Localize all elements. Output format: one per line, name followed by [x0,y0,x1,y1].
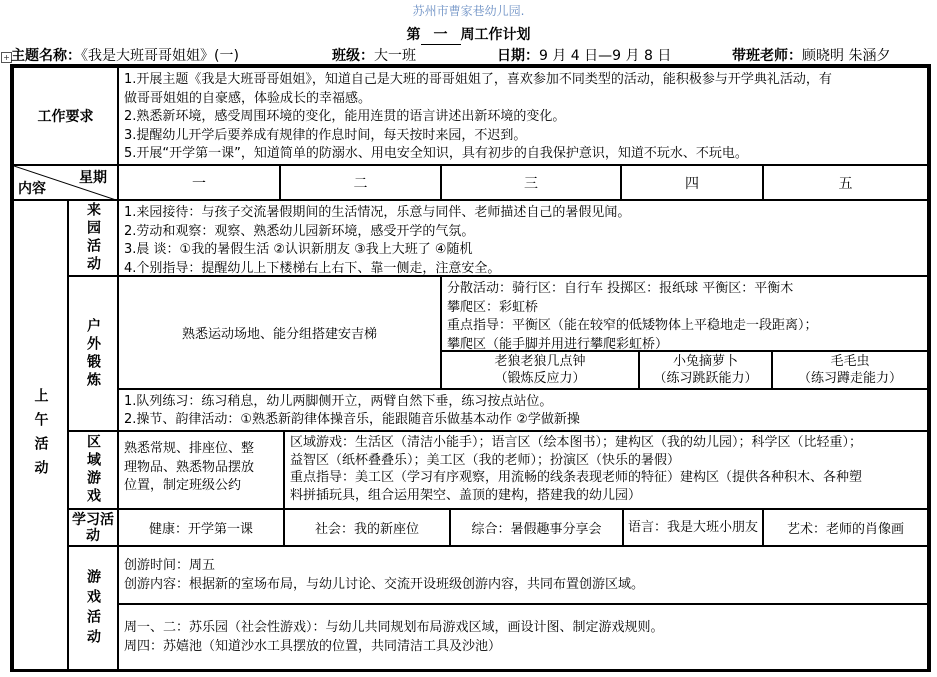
study-integrated[interactable]: 综合：暑假趣事分享会 [450,509,623,546]
outdoor-game-2[interactable] [639,351,772,389]
arrival-content[interactable] [118,200,928,276]
title-suffix: 周工作计划 [460,27,531,43]
area-label [68,431,118,509]
morning-activities-label [13,200,68,672]
theme-label: 主题名称： [11,48,81,64]
game-name: 小兔摘萝卜 [672,354,738,369]
content-label: 内容 [18,181,46,197]
work-line: 2.熟悉新环境，感受周围环境的变化，能用连贯的语言讲述出新环境的变化。 [124,109,566,124]
arrival-line: 4.个别指导：提醒幼儿上下楼梯右上右下、靠一侧走，注意安全。 [124,260,501,276]
outdoor-line: 攀爬区：彩虹桥 [447,299,539,315]
work-line: 3.提醒幼儿开学后要养成有规律的作息时间，每天按时来园，不迟到。 [124,127,527,143]
work-line: 做哥哥姐姐的自豪感，体验成长的幸福感。 [124,90,372,106]
outdoor-game-3[interactable] [772,351,928,389]
diagonal-header-cell [13,165,118,200]
area-right-line: 重点指导：美工区（学习有序观察，用流畅的线条表现老师的特征）建构区（提供各种积木、各种塑 [290,470,863,485]
work-requirements-label: 工作要求 [13,67,118,165]
games-lower-line: 周一、二：苏乐园（社会性游戏）：与幼儿共同规划布局游戏区域，画设计图、制定游戏规则。 [124,620,664,635]
game-goal: （锻炼反应力） [494,371,586,386]
page-title [0,24,937,45]
day-header-tue: 二 [280,165,441,200]
games-lower[interactable] [118,604,928,672]
study-language[interactable]: 语言：我是大班小朋友 [623,509,763,546]
table-move-handle-icon[interactable]: + [1,52,12,63]
area-right-line: 区域游戏：生活区（清洁小能手）；语言区（绘本图书）；建构区（我的幼儿园）；科学区（比轻重）； [290,435,863,450]
arrival-label [68,200,118,276]
outdoor-label-text: 户外锻炼 [85,317,101,390]
class-value[interactable]: 大一班 [374,48,416,64]
outdoor-label [68,276,118,431]
outdoor-line: 重点指导：平衡区（能在较窄的低矮物体上平稳地走一段距离）； [447,318,818,333]
area-right[interactable] [284,431,928,509]
study-label: 学习活动 [68,509,118,546]
area-left-line: 位置，制定班级公约 [124,478,242,493]
day-header-mon: 一 [118,165,280,200]
outdoor-right[interactable] [441,276,928,351]
outdoor-drills[interactable] [118,389,928,431]
arrival-line: 1.来园接待：与孩子交流暑假期间的生活情况，乐意与同伴、老师描述自己的暑假见闻。 [124,205,631,220]
outdoor-left[interactable]: 熟悉运动场地、能分组搭建安吉梯 [118,276,441,389]
outdoor-line: 分散活动：骑行区：自行车 投掷区：报纸球 平衡区：平衡木 [447,281,794,296]
area-left-line: 理物品、熟悉物品摆放 [124,459,255,475]
day-header-wed: 三 [441,165,621,200]
games-label-text: 游戏活动 [85,569,101,649]
week-number[interactable]: 一 [421,24,461,45]
day-header-fri: 五 [763,165,928,200]
date-label: 日期： [497,48,539,64]
area-left-line: 熟悉常规、排座位、整 [124,441,255,456]
outdoor-game-1[interactable] [441,351,639,389]
date-value[interactable]: 9 月 4 日—9 月 8 日 [539,48,672,64]
area-label-text: 区域游戏 [85,434,101,506]
area-left[interactable] [118,431,284,509]
area-right-line: 益智区（纸杯叠叠乐）；美工区（我的老师）；扮演区（快乐的暑假） [290,452,681,468]
games-lower-line: 周四：苏嬉池（知道沙水工具摆放的位置，共同清洁工具及沙池） [124,638,502,654]
class-label: 班级： [332,48,374,64]
info-bar [0,45,937,65]
area-right-line: 料拼插玩具，组合运用架空、盖顶的建构，搭建我的幼儿园） [290,487,642,503]
theme-value[interactable]: 《我是大班哥哥姐姐》(一) [81,48,239,64]
game-goal: （练习跳跃能力） [653,371,758,386]
games-upper[interactable] [118,546,928,604]
teacher-label: 带班老师： [732,48,802,64]
study-health[interactable]: 健康：开学第一课 [118,509,284,546]
weekly-plan-table [10,64,931,672]
school-name: 苏州市曹家巷幼儿园. [412,4,525,18]
games-upper-line: 创游时间：周五 [124,558,216,573]
work-line: 5.开展“开学第一课”，知道简单的防溺水、用电安全知识，具有初步的自我保护意识，知道不玩水、不玩电。 [124,146,748,161]
teacher-value[interactable]: 顾晓明 朱涵夕 [802,48,891,64]
work-requirements-content[interactable] [118,67,928,165]
weekday-label: 星期 [79,170,107,186]
game-goal: （练习蹲走能力） [797,371,902,386]
games-upper-line: 创游内容：根据新的室场布局，与幼儿讨论、交流开设班级创游内容，共同布置创游区域。 [124,576,645,592]
arrival-line: 3.晨 谈：①我的暑假生活 ②认识新朋友 ③我上大班了 ④随机 [124,242,473,257]
day-header-thu: 四 [621,165,763,200]
title-prefix: 第 [406,27,421,43]
game-name: 老狼老狼几点钟 [494,354,586,369]
morning-label-text: 上午活动 [32,388,49,484]
arrival-label-text: 来园活动 [85,202,101,274]
game-name: 毛毛虫 [830,354,870,369]
drill-line: 1.队列练习：练习稍息，幼儿两脚侧开立，两臂自然下垂，练习按点站位。 [124,394,553,409]
arrival-line: 2.劳动和观察：观察、熟悉幼儿园新环境，感受开学的气氛。 [124,223,475,239]
games-label [68,546,118,672]
drill-line: 2.操节、韵律活动：①熟悉新韵律体操音乐，能跟随音乐做基本动作 ②学做新操 [124,412,580,427]
outdoor-line: 攀爬区（能手脚并用进行攀爬彩虹桥） [447,336,669,351]
work-line: 1.开展主题《我是大班哥哥姐姐》，知道自己是大班的哥哥姐姐了，喜欢参加不同类型的活动，能积极参与开学典礼活动，有 [124,72,832,87]
study-art[interactable]: 艺术：老师的肖像画 [763,509,928,546]
study-social[interactable]: 社会：我的新座位 [284,509,450,546]
